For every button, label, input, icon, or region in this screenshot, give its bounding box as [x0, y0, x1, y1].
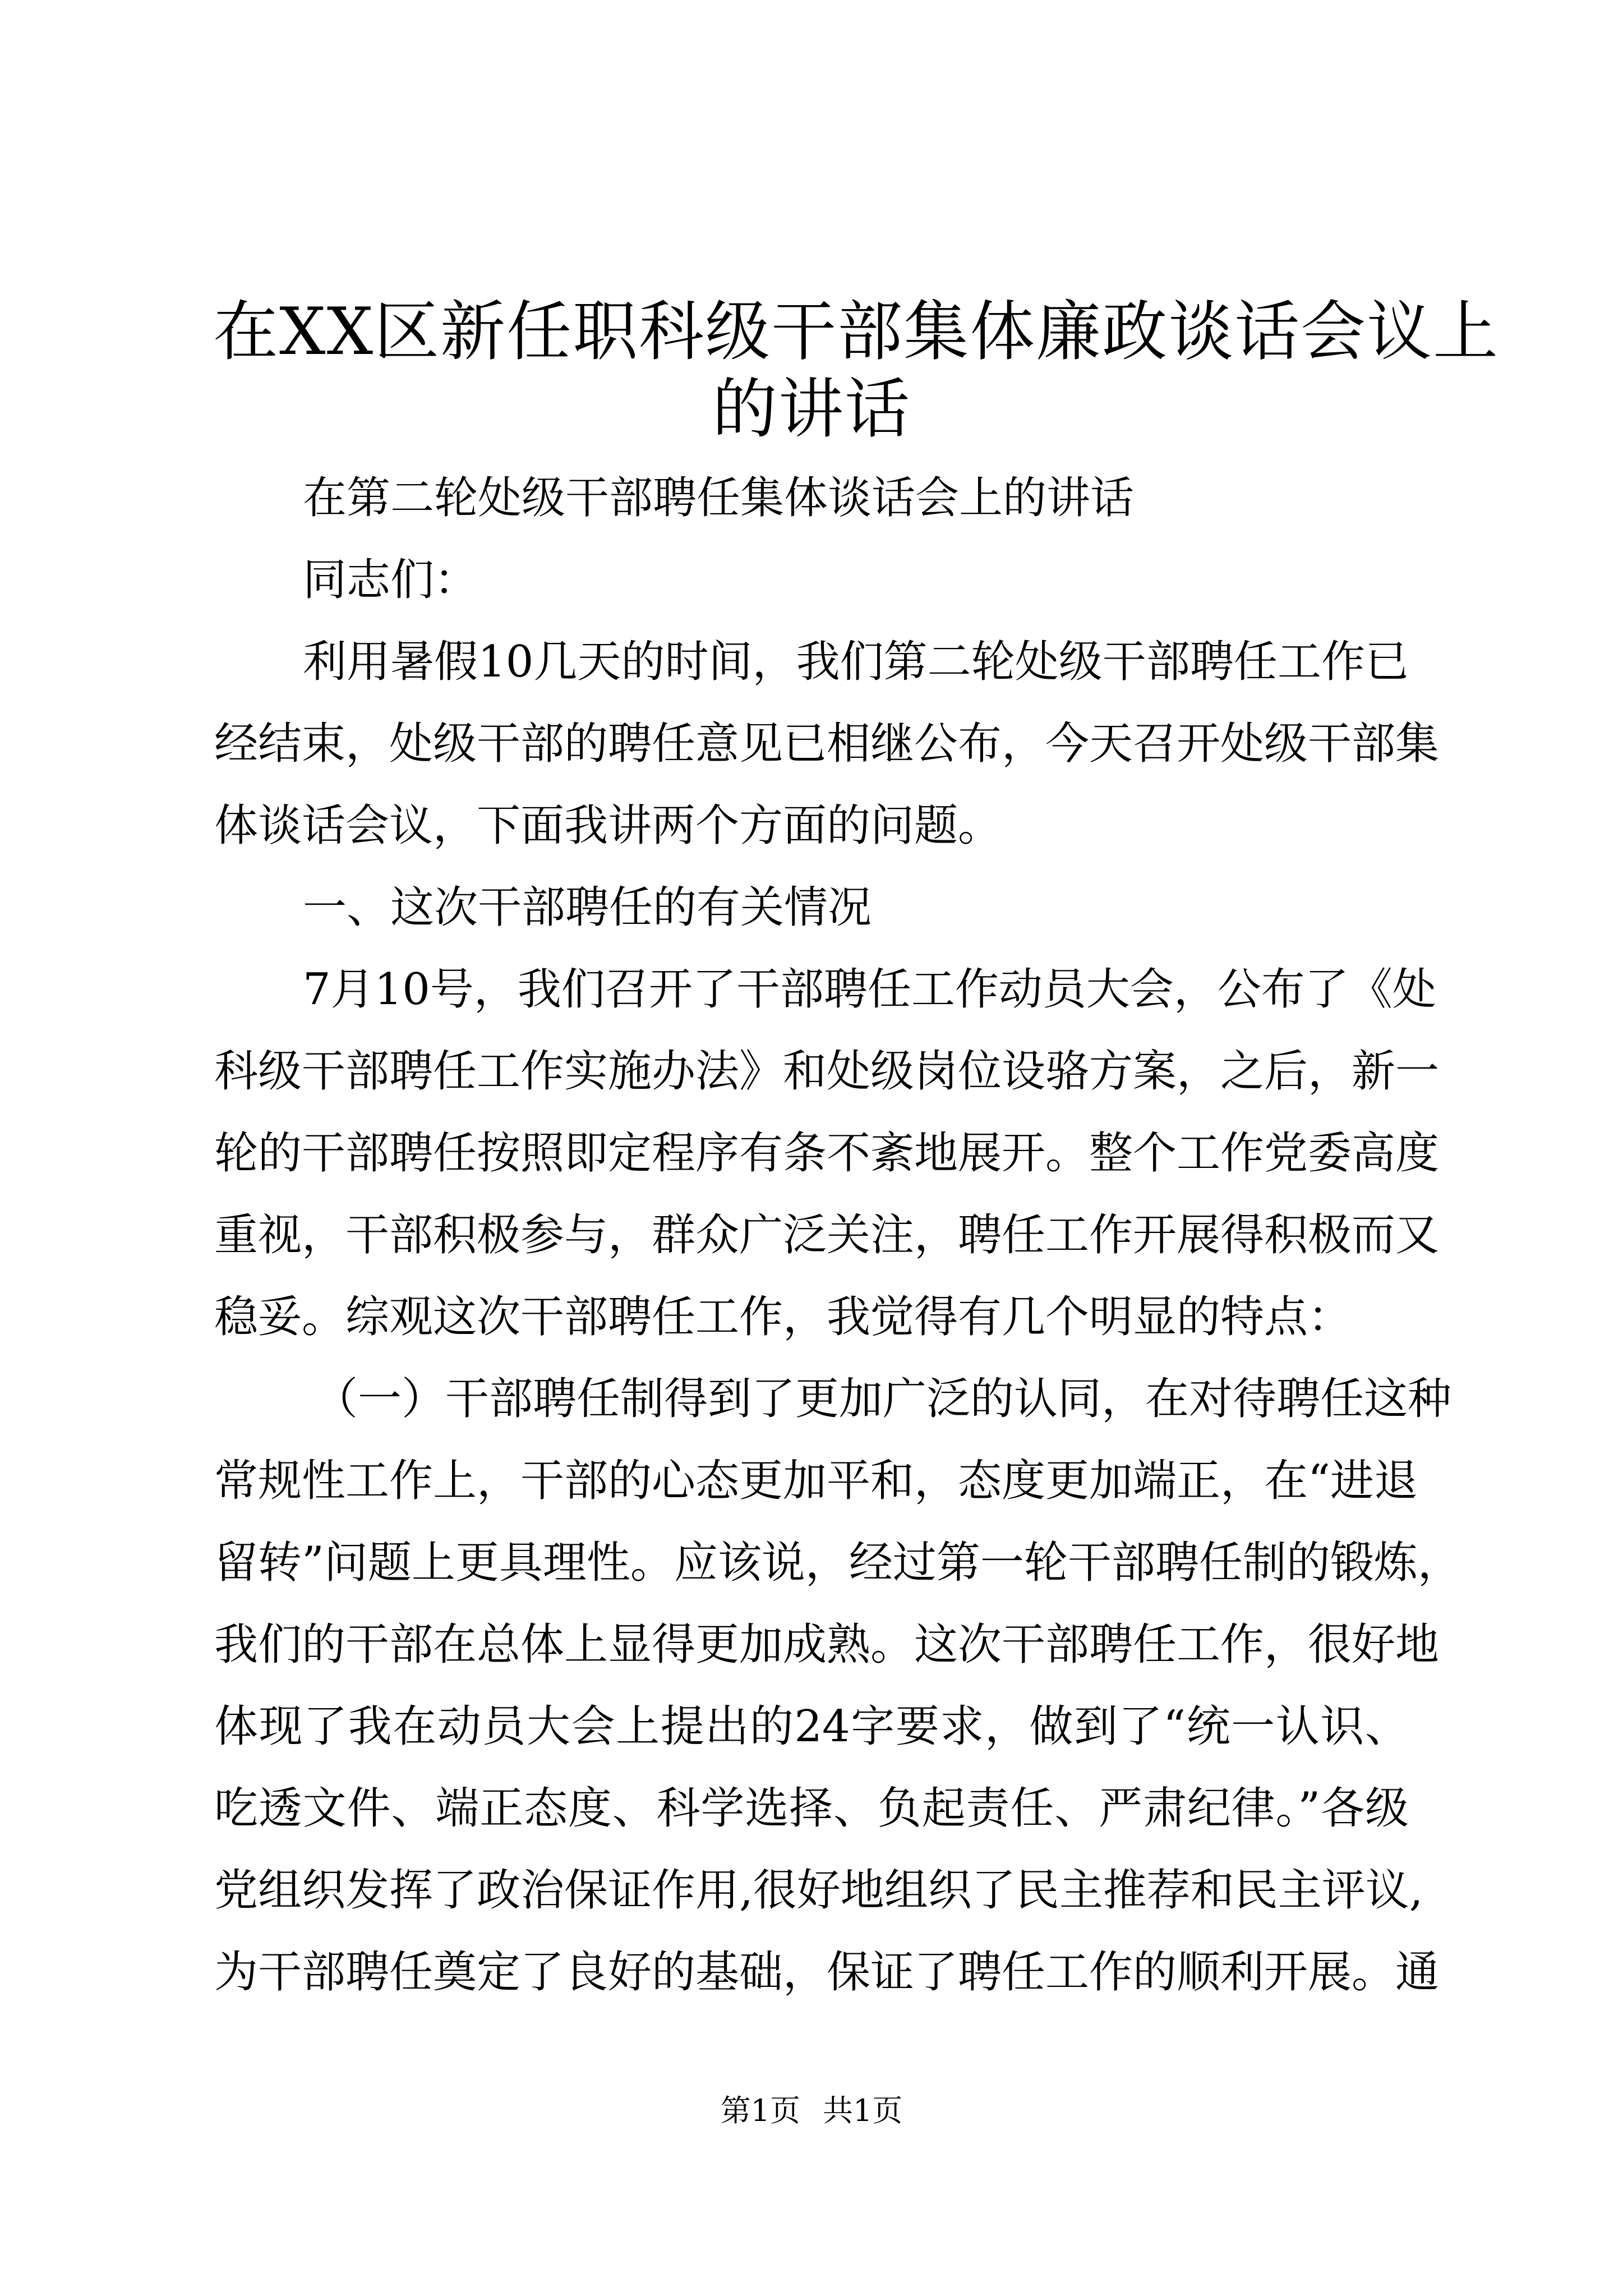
page-footer [0, 2091, 1623, 2131]
paragraph-line: 我们的干部在总体上显得更加成熟。这次干部聘任工作，很好地 [214, 1619, 1440, 1670]
paragraph-line: 经结束，处级干部的聘任意见已相继公布，今天召开处级干部集 [214, 719, 1440, 769]
paragraph-line: 留转”问题上更具理性。应该说，经过第一轮干部聘任制的锻炼， [214, 1538, 1461, 1588]
paragraph-line: 科级干部聘任工作实施办法》和处级岗位设骆方案，之后，新一 [214, 1046, 1440, 1097]
paragraph-line: 常规性工作上，干部的心态更加平和，态度更加端正，在“进退 [214, 1456, 1418, 1506]
document-title-line-2: 的讲话 [712, 371, 911, 447]
document-subtitle: 在第二轮处级干部聘任集体谈话会上的讲话 [303, 473, 1135, 523]
page-total: 共1页 [823, 2093, 903, 2128]
paragraph-line: 稳妥。综观这次干部聘任工作，我觉得有几个明显的特点： [214, 1292, 1352, 1342]
paragraph-line: （一）干部聘任制得到了更加广泛的认同，在对待聘任这种 [314, 1374, 1452, 1424]
paragraph-line: 党组织发挥了政治保证作用,很好地组织了民主推荐和民主评议, [214, 1865, 1423, 1916]
paragraph-line: 为干部聘任奠定了良好的基础，保证了聘任工作的顺利开展。通 [214, 1947, 1440, 1998]
page-number: 第1页 [720, 2093, 800, 2128]
paragraph-line: 吃透文件、端正态度、科学选择、负起责任、严肃纪律。”各级 [214, 1783, 1409, 1834]
paragraph-line: 体现了我在动员大会上提出的24字要求，做到了“统一认识、 [214, 1701, 1409, 1752]
salutation: 同志们： [303, 555, 478, 605]
paragraph-line: 利用暑假10几天的时间，我们第二轮处级干部聘任工作已 [303, 637, 1409, 687]
paragraph-line: 7月10号，我们召开了干部聘任工作动员大会，公布了《处 [303, 964, 1436, 1015]
paragraph-line: 重视，干部积极参与，群众广泛关注，聘任工作开展得积极而又 [214, 1210, 1440, 1260]
document-title-line-1: 在XX区新任职科级干部集体廉政谈话会议上 [213, 294, 1500, 370]
paragraph-line: 轮的干部聘任按照即定程序有条不紊地展开。整个工作党委高度 [214, 1128, 1440, 1179]
paragraph-line: 体谈话会议，下面我讲两个方面的问题。 [214, 800, 1002, 851]
section-heading: 一、这次干部聘任的有关情况 [303, 882, 872, 933]
